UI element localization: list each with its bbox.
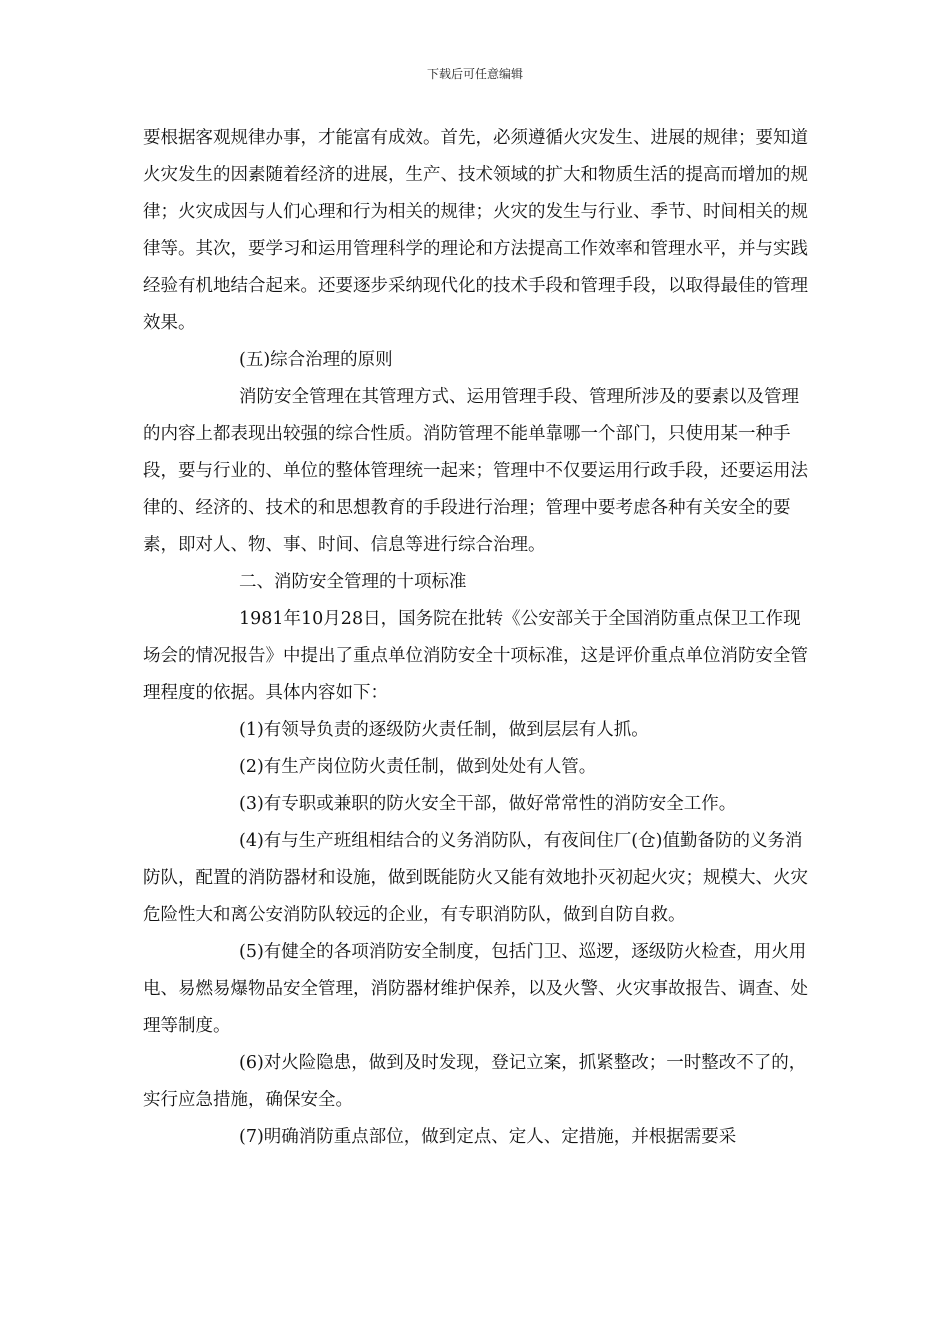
list-item: (7)明确消防重点部位，做到定点、定人、定措施，并根据需要采	[239, 1127, 737, 1147]
section-heading: (五)综合治理的原则	[239, 350, 393, 370]
list-item: (6)对火险隐患，做到及时发现，登记立案，抓紧整改；一时整改不了的，实行应急措施，确保安全。	[143, 1053, 807, 1110]
list-item: (1)有领导负责的逐级防火责任制，做到层层有人抓。	[239, 720, 649, 740]
section-heading: 二、消防安全管理的十项标准	[239, 572, 467, 592]
paragraph: 消防安全管理在其管理方式、运用管理手段、管理所涉及的要素以及管理的内容上都表现出较强的综合性质。消防管理不能单靠哪一个部门，只使用某一种手段，要与行业的、单位的整体管理统一起来；管理中不仅要运用行政手段，还要运用法律的、经济的、技术的和思想教育的手段进行治理；管理中要考虑各种有关安全的要素，即对人、物、事、时间、信息等进行综合治理。	[143, 387, 808, 555]
paragraph: 1981年10月28日，国务院在批转《公安部关于全国消防重点保卫工作现场会的情况报告》中提出了重点单位消防安全十项标准，这是评价重点单位消防安全管理程度的依据。具体内容如下：	[143, 609, 808, 703]
paragraph: 要根据客观规律办事，才能富有成效。首先，必须遵循火灾发生、进展的规律；要知道火灾发生的因素随着经济的进展，生产、技术领域的扩大和物质生活的提高而增加的规律；火灾成因与人们心理和行为相关的规律；火灾的发生与行业、季节、时间相关的规律等。其次，要学习和运用管理科学的理论和方法提高工作效率和管理水平，并与实践经验有机地结合起来。还要逐步采纳现代化的技术手段和管理手段，以取得最佳的管理效果。	[143, 128, 808, 333]
page-header: 下载后可任意编辑	[426, 67, 523, 81]
list-item: (5)有健全的各项消防安全制度，包括门卫、巡逻，逐级防火检查，用火用电、易燃易爆物品安全管理，消防器材维护保养，以及火警、火灾事故报告、调查、处理等制度。	[143, 942, 808, 1036]
document-body	[143, 120, 808, 1156]
list-item: (2)有生产岗位防火责任制，做到处处有人管。	[239, 757, 597, 777]
list-item: (4)有与生产班组相结合的义务消防队，有夜间住厂(仓)值勤备防的义务消防队，配置的消防器材和设施，做到既能防火又能有效地扑灭初起火灾；规模大、火灾危险性大和离公安消防队较远的企业，有专职消防队，做到自防自救。	[143, 831, 808, 925]
list-item: (3)有专职或兼职的防火安全干部，做好常常性的消防安全工作。	[239, 794, 737, 814]
